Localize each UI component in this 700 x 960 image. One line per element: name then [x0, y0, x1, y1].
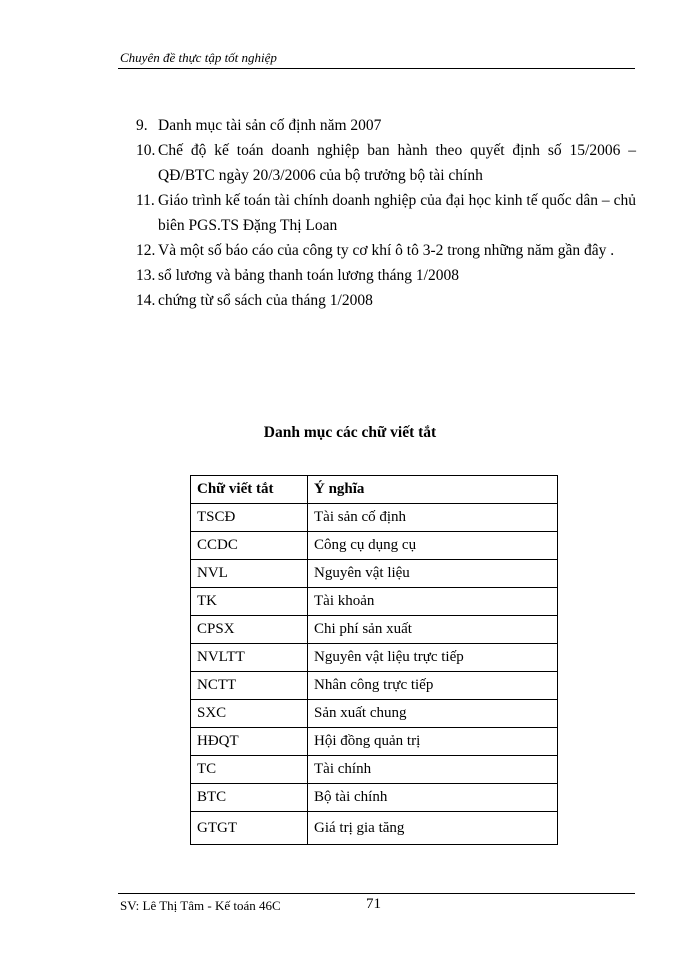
reference-item [136, 113, 636, 138]
meaning-cell: Hội đồng quản trị [308, 728, 558, 756]
meaning-cell: Công cụ dụng cụ [308, 532, 558, 560]
abbreviation-cell: SXC [191, 700, 308, 728]
meaning-cell: Chi phí sản xuất [308, 616, 558, 644]
table-row [191, 728, 558, 756]
table-row [191, 784, 558, 812]
meaning-cell: Giá trị gia tăng [308, 812, 558, 845]
reference-text: Giáo trình kế toán tài chính doanh nghiệp của đại học kinh tế quốc dân – chủ biên PGS.TS Đặng Thị Loan [158, 192, 636, 234]
table-row [191, 672, 558, 700]
meaning-cell: Tài chính [308, 756, 558, 784]
meaning-cell: Nhân công trực tiếp [308, 672, 558, 700]
reference-number: 9. [136, 117, 148, 134]
reference-text: chứng từ sổ sách của tháng 1/2008 [158, 292, 373, 309]
meaning-cell: Bộ tài chính [308, 784, 558, 812]
reference-number: 10. [136, 142, 156, 159]
abbreviation-cell: GTGT [191, 812, 308, 845]
reference-item [136, 138, 636, 188]
meaning-cell: Nguyên vật liệu [308, 560, 558, 588]
header-divider [118, 68, 635, 69]
table-row [191, 588, 558, 616]
table-row [191, 644, 558, 672]
abbreviations-title: Danh mục các chữ viết tắt [263, 424, 437, 441]
abbreviations-table [190, 475, 558, 845]
reference-text: Chế độ kế toán doanh nghiệp ban hành theo quyết định số 15/2006 – QĐ/BTC ngày 20/3/2006 của bộ trưởng bộ tài chính [158, 142, 636, 184]
abbreviation-cell: NCTT [191, 672, 308, 700]
meaning-cell: Tài khoản [308, 588, 558, 616]
abbreviation-cell: HĐQT [191, 728, 308, 756]
table-row [191, 700, 558, 728]
column-header-meaning: Ý nghĩa [308, 476, 558, 504]
table-row [191, 560, 558, 588]
reference-number: 12. [136, 242, 156, 259]
footer-divider [118, 893, 635, 894]
reference-text: Danh mục tài sản cố định năm 2007 [158, 117, 382, 134]
reference-number: 11. [136, 192, 155, 209]
footer-author: SV: Lê Thị Tâm - Kế toán 46C [120, 898, 281, 913]
reference-item [136, 188, 636, 238]
reference-list [136, 113, 636, 313]
abbreviation-cell: TK [191, 588, 308, 616]
page-number: 71 [366, 896, 381, 912]
page-header-title: Chuyên đề thực tập tốt nghiệp [120, 50, 277, 65]
table-row [191, 504, 558, 532]
table-row [191, 756, 558, 784]
reference-text: Và một số báo cáo của công ty cơ khí ô tô 3-2 trong những năm gần đây . [158, 242, 615, 259]
reference-item [136, 263, 636, 288]
abbreviation-cell: TC [191, 756, 308, 784]
abbreviation-cell: CCDC [191, 532, 308, 560]
reference-text: sổ lương và bảng thanh toán lương tháng 1/2008 [158, 267, 459, 284]
table-row [191, 812, 558, 845]
abbreviation-cell: NVL [191, 560, 308, 588]
reference-item [136, 238, 636, 263]
meaning-cell: Sản xuất chung [308, 700, 558, 728]
column-header-abbreviation: Chữ viết tắt [191, 476, 308, 504]
meaning-cell: Nguyên vật liệu trực tiếp [308, 644, 558, 672]
abbreviation-cell: CPSX [191, 616, 308, 644]
table-row [191, 532, 558, 560]
abbreviation-cell: BTC [191, 784, 308, 812]
reference-number: 14. [136, 292, 156, 309]
meaning-cell: Tài sản cố định [308, 504, 558, 532]
abbreviation-cell: TSCĐ [191, 504, 308, 532]
reference-item [136, 288, 636, 313]
table-row [191, 616, 558, 644]
abbreviation-cell: NVLTT [191, 644, 308, 672]
reference-number: 13. [136, 267, 156, 284]
table-header-row [191, 476, 558, 504]
